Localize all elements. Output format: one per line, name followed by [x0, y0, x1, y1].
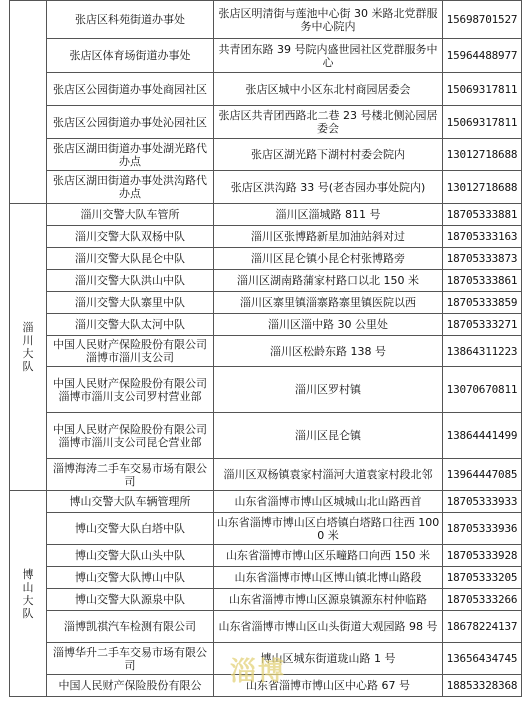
- office-name: 淄博凯祺汽车检测有限公司: [47, 611, 214, 643]
- table-row: [10, 1, 522, 39]
- table-row: [10, 336, 522, 367]
- office-name: 张店区科苑街道办事处: [47, 1, 214, 39]
- service-locations-table: [9, 0, 522, 697]
- office-name: 中国人民财产保险股份有限公司淄博市淄川支公司昆仑营业部: [47, 413, 214, 459]
- office-phone: 18705333163: [443, 226, 522, 248]
- table-row: [10, 545, 522, 567]
- office-address: 淄川区双杨镇袁家村淄河大道袁家村段北邻: [214, 459, 443, 491]
- table-row: [10, 589, 522, 611]
- office-address: 山东省淄博市博山区中心路 67 号: [214, 675, 443, 697]
- office-phone: 13070670811: [443, 367, 522, 413]
- office-address: 淄川区寨里镇淄寨路寨里镇医院以西: [214, 292, 443, 314]
- office-address: 张店区湖光路下湖村村委会院内: [214, 139, 443, 171]
- office-address: 淄川区松龄东路 138 号: [214, 336, 443, 367]
- office-name: 张店区公园街道办事处沁园社区: [47, 106, 214, 139]
- table-row: [10, 106, 522, 139]
- table-row: [10, 204, 522, 226]
- group-label-boshan: [10, 491, 47, 697]
- office-name: 中国人民财产保险股份有限公司淄博市淄川支公司罗村营业部: [47, 367, 214, 413]
- table-row: [10, 248, 522, 270]
- table-row: [10, 413, 522, 459]
- table-row: [10, 643, 522, 675]
- office-address: 淄川区昆仑镇: [214, 413, 443, 459]
- office-name: 博山交警大队白塔中队: [47, 513, 214, 545]
- office-address: 山东省淄博市博山区山头街道大观园路 98 号: [214, 611, 443, 643]
- office-address: 张店区城中小区东北村商园居委会: [214, 73, 443, 106]
- office-name: 淄川交警大队太河中队: [47, 314, 214, 336]
- group-label-zichuan: [10, 204, 47, 491]
- table-row: [10, 567, 522, 589]
- table-row: [10, 675, 522, 697]
- office-address: 淄川区淄中路 30 公里处: [214, 314, 443, 336]
- office-phone: 13012718688: [443, 171, 522, 204]
- group-label-boshan-text: 博 山 大 队: [22, 567, 34, 620]
- office-address: 山东省淄博市博山区城城山北山路西首: [214, 491, 443, 513]
- office-phone: 18678224137: [443, 611, 522, 643]
- office-phone: 18705333873: [443, 248, 522, 270]
- office-address: 淄川区淄城路 811 号: [214, 204, 443, 226]
- office-name: 淄川交警大队寨里中队: [47, 292, 214, 314]
- office-name: 淄川交警大队昆仑中队: [47, 248, 214, 270]
- table-row: [10, 367, 522, 413]
- office-phone: 15069317811: [443, 106, 522, 139]
- office-address: 博山区城东街道珑山路 1 号: [214, 643, 443, 675]
- office-phone: 18705333861: [443, 270, 522, 292]
- office-name: 淄博华升二手车交易市场有限公司: [47, 643, 214, 675]
- office-phone: 18705333933: [443, 491, 522, 513]
- office-phone: 18705333881: [443, 204, 522, 226]
- office-phone: 13964447085: [443, 459, 522, 491]
- office-address: 淄川区张博路新星加油站斜对过: [214, 226, 443, 248]
- office-phone: 18705333266: [443, 589, 522, 611]
- office-phone: 15964488977: [443, 39, 522, 73]
- office-name: 中国人民财产保险股份有限公司淄博市淄川支公司: [47, 336, 214, 367]
- table-row: [10, 611, 522, 643]
- office-phone: 18705333859: [443, 292, 522, 314]
- table-row: [10, 270, 522, 292]
- group-label-zichuan-text: 淄 川 大 队: [22, 321, 34, 373]
- table-row: [10, 226, 522, 248]
- office-address: 共青团东路 39 号院内盛世园社区党群服务中心: [214, 39, 443, 73]
- office-name: 中国人民财产保险股份有限公: [47, 675, 214, 697]
- office-phone: 13864441499: [443, 413, 522, 459]
- office-address: 张店区共青团西路北二巷 23 号楼北侧沁园居委会: [214, 106, 443, 139]
- office-name: 博山交警大队博山中队: [47, 567, 214, 589]
- office-name: 淄川交警大队双杨中队: [47, 226, 214, 248]
- table-row: [10, 139, 522, 171]
- office-name: 张店区湖田街道办事处洪沟路代办点: [47, 171, 214, 204]
- office-phone: 15698701527: [443, 1, 522, 39]
- table-row: [10, 171, 522, 204]
- office-phone: 13012718688: [443, 139, 522, 171]
- office-phone: 13864311223: [443, 336, 522, 367]
- office-name: 淄川交警大队车管所: [47, 204, 214, 226]
- office-phone: 18853328368: [443, 675, 522, 697]
- table-row: [10, 459, 522, 491]
- office-phone: 15069317811: [443, 73, 522, 106]
- office-name: 张店区公园街道办事处商园社区: [47, 73, 214, 106]
- office-name: 博山交警大队车辆管理所: [47, 491, 214, 513]
- office-address: 淄川区罗村镇: [214, 367, 443, 413]
- office-address: 淄川区昆仑镇小昆仑村张博路旁: [214, 248, 443, 270]
- office-address: 山东省淄博市博山区博山镇北博山路段: [214, 567, 443, 589]
- office-phone: 18705333936: [443, 513, 522, 545]
- office-name: 淄博海涛二手车交易市场有限公司: [47, 459, 214, 491]
- table-row: [10, 292, 522, 314]
- office-phone: 18705333205: [443, 567, 522, 589]
- office-phone: 18705333928: [443, 545, 522, 567]
- watermark: 淄博: [229, 657, 286, 687]
- office-address: 山东省淄博市博山区乐疃路口向西 150 米: [214, 545, 443, 567]
- office-address: 山东省淄博市博山区源泉镇源东村仲临路: [214, 589, 443, 611]
- table-row: [10, 314, 522, 336]
- office-address: 山东省淄博市博山区白塔镇白塔路口往西 1000 米: [214, 513, 443, 545]
- office-name: 博山交警大队山头中队: [47, 545, 214, 567]
- office-address: 淄川区湖南路蒲家村路口以北 150 米: [214, 270, 443, 292]
- office-phone: 13656434745: [443, 643, 522, 675]
- office-address: 张店区明清街与莲池中心街 30 米路北党群服务中心院内: [214, 1, 443, 39]
- table-row: [10, 39, 522, 73]
- office-name: 张店区湖田街道办事处湖光路代办点: [47, 139, 214, 171]
- table-row: [10, 491, 522, 513]
- office-phone: 18705333271: [443, 314, 522, 336]
- office-address: 张店区洪沟路 33 号(老杏园办事处院内): [214, 171, 443, 204]
- table-row: [10, 73, 522, 106]
- group-cell-empty: [10, 1, 47, 204]
- table-row: [10, 513, 522, 545]
- office-name: 淄川交警大队洪山中队: [47, 270, 214, 292]
- office-name: 张店区体育场街道办事处: [47, 39, 214, 73]
- office-name: 博山交警大队源泉中队: [47, 589, 214, 611]
